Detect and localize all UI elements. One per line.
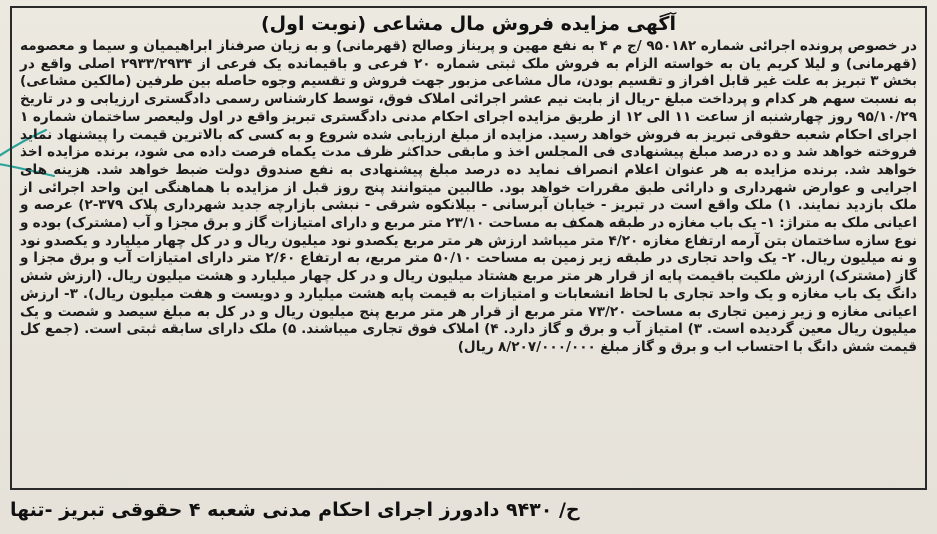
- notice-body: در خصوص پرونده اجرائی شماره ۹۵۰۱۸۲ /ج م ۴ به نفع مهین و پریناز وصالح (قهرمانی) و به زیان صرفناز ابراهیمیان و سیما و معصومه (قهرمانی) و لیلا کریم یان به خواسته الزام به فروش ملک ثبتی شماره ۲۰ فرعی و باقیمانده یک فرعی از ۲۹۳۳/۲۹۳۴ اصلی واقع در بخش ۳ تبریز به علت غیر قابل افراز و تقسیم بودن، مال مشاعی مزبور جهت فروش و تقسیم وجوه حاصله بین طرفین (مالکین مشاعی) به نسبت سهم هر کدام و پرداخت مبلغ -ریال از بابت نیم عشر اجرائی املاک فوق، توسط کارشناس رسمی دادگستری ارزیابی و در تاریخ ۹۵/۱۰/۲۹ روز چهارشنبه از ساعت ۱۱ الی ۱۲ از طریق مزایده اجرای احکام مدنی دادگستری تبریز واقع در اول ولیعصر ساختمان شماره ۱ اجرای احکام شعبه حقوقی تبریز به فروش خواهد رسید. مزایده از مبلغ ارزیابی شده شروع و به کسی که بالاترین قیمت را پیشنهاد نماید فروخته خواهد شد و ده درصد مبلغ پیشنهادی فی المجلس اخذ و مابقی حداکثر ظرف مدت یکماه فرصت داده می شود، برنده مزایده اخذ خواهد شد. برنده مزایده به هر عنوان اعلام انصراف نماید ده درصد مبلغ پیشنهادی به نفع صندوق دولت ضبط خواهد شد. هزینه های اجرایی و عوارض شهرداری و دارائی طبق مقررات خواهد بود. طالبین میتوانند پنج روز قبل از مزایده با هماهنگی این واحد اجرائی از ملک بازدید نمایند. ۱) ملک واقع است در تبریز - خیابان آبرسانی - بیلانکوه شرقی - نبشی بازارچه جدید شهرداری پلاک ۳۷۹-۲) عرصه و اعیانی ملک به متراژ: ۱- یک باب مغازه در طبقه همکف به مساحت ۲۳/۱۰ متر مربع و دارای امتیازات گاز و برق مجزا و آب (مشترک) بوده و نوع سازه ساختمان بتن آرمه ارتفاع مغازه ۴/۲۰ متر میباشد ارزش هر متر مربع یکصدو نود میلیون ریال و در کل چهار میلیارد و یکصدو نود و نه میلیون ریال. ۲- یک واحد تجاری در طبقه زیر زمین به مساحت ۵۰/۱۰ متر مربع، به ارتفاع ۲/۶۰ متر دارای امتیازات آب و برق مجزا و گاز (مشترک) ارزش ملکیت باقیمت پایه از قرار هر متر مربع هشتاد میلیون ریال و در کل چهار میلیارد و هشت میلیون ریال. (ارزش شش دانگ یک باب مغازه و یک واحد تجاری با لحاظ انشعابات و امتیازات به قیمت پایه هشت میلیارد و دویست و هفت میلیون ریال). ۳- ارزش اعیانی مغازه و زیر زمین تجاری به مساحت ۷۳/۲۰ متر مربع از قرار هر متر مربع پنج میلیون ریال و در کل به مبلغ سیصد و شصت و یک میلیون ریال معین گردیده است. ۳) امتیاز آب و برق و گاز دارد. ۴) املاک فوق تجاری میباشند. ۵) ملک دارای سابقه ثبتی است. (جمع کل قیمت شش دانگ با احتساب اب و برق و گاز مبلغ ۸/۲۰۷/۰۰۰/۰۰۰ ریال): [20, 38, 918, 355]
- notice-signature: ح/ ۹۴۳۰ دادورز اجرای احکام مدنی شعبه ۴ حقوقی تبریز -تنها: [10, 499, 580, 521]
- notice-frame: [10, 6, 927, 490]
- notice-title: آگهی مزایده فروش مال مشاعی (نوبت اول): [260, 13, 676, 35]
- notice-footer: [10, 492, 927, 528]
